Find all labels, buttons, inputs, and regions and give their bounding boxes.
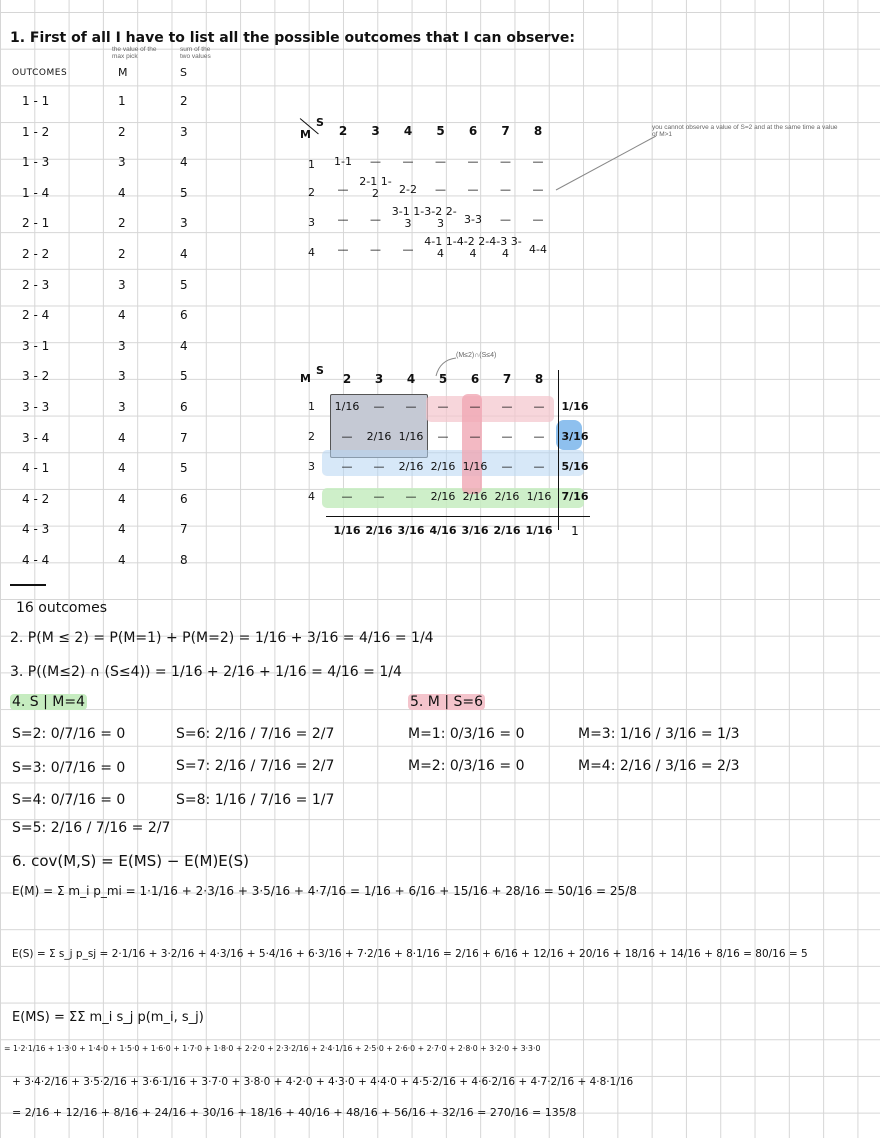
t2-cell: —	[341, 430, 353, 443]
outcome-row-label: 1 - 4	[22, 185, 50, 200]
outcome-row-m: 3	[118, 400, 126, 414]
outcomes-header: OUTCOMES	[12, 68, 68, 78]
outcome-row-s: 7	[180, 522, 188, 537]
t2-s-header: 2	[342, 372, 352, 386]
t2-cell: —	[533, 460, 545, 473]
q4-line-4: S=6: 2/16 / 7/16 = 2/7	[176, 726, 335, 742]
t1-cell: —	[435, 155, 446, 168]
note-m: the value of the max pick	[112, 46, 157, 61]
t2-m-header: 1	[308, 400, 315, 413]
note-s: sum of the two values	[180, 46, 211, 61]
outcome-row-s: 4	[180, 338, 188, 353]
outcome-row-m: 4	[118, 430, 126, 445]
t2-cell: —	[469, 430, 481, 443]
outcome-row-m: 4	[118, 491, 126, 506]
t1-cell: 3-1 1-3	[391, 205, 425, 231]
t1-cell: —	[467, 183, 479, 196]
q5-line-1: M=2: 0/3/16 = 0	[408, 758, 525, 774]
t2-cell: 1/16	[398, 430, 424, 443]
outcome-row-s: 5	[180, 369, 188, 384]
t2-cell: 1/16	[334, 400, 360, 413]
q4-title-text: 4. S | M=4	[12, 694, 86, 710]
t2-m-header: 2	[308, 430, 315, 443]
q5-line-2: M=3: 1/16 / 3/16 = 1/3	[578, 726, 740, 742]
outcome-row-s: 5	[180, 277, 188, 292]
q5-line-0: M=1: 0/3/16 = 0	[408, 726, 525, 742]
t2-cell: —	[501, 400, 513, 413]
t2-vline	[558, 370, 559, 530]
outcome-row-m: 2	[118, 124, 126, 139]
t2-s-header: 7	[502, 372, 512, 386]
q6-es: E(S) = Σ s_j p_sj = 2·1/16 + 3·2/16 + 4·3/16 + 5·4/16 + 6·3/16 + 7·2/16 + 8·1/16 = 2/16 + 6/16 + 12/16 + 20/16 + 18/16 + 14/16 + 8/16 = 80/16 = 5	[12, 948, 808, 960]
q4-title	[10, 694, 87, 710]
t1-cell: —	[370, 243, 381, 256]
t2-cell: —	[469, 400, 481, 413]
outcome-row-m: 4	[118, 185, 126, 200]
t1-cell: —	[500, 155, 511, 168]
q5-title-text: 5. M | S=6	[410, 694, 484, 710]
q5-line-3: M=4: 2/16 / 3/16 = 2/3	[578, 758, 740, 774]
q6-ems-title: E(MS) = ΣΣ m_i s_j p(m_i, s_j)	[12, 1010, 204, 1025]
outcome-row-label: 2 - 3	[22, 277, 50, 292]
t1-cell: 4-4	[529, 243, 547, 256]
t2-col-total: 1/16	[333, 524, 361, 537]
t2-cell: —	[501, 460, 513, 473]
q3-text: 3. P((M≤2) ∩ (S≤4)) = 1/16 + 2/16 + 1/16 = 4/16 = 1/4	[10, 664, 402, 680]
outcome-row-s: 8	[180, 553, 188, 567]
t1-cell: —	[402, 155, 414, 168]
outcome-row-s: 4	[180, 155, 188, 170]
side-note: you cannot observe a value of S=2 and at the same time a value of M>1	[652, 124, 838, 139]
t2-cell: 2/16	[430, 460, 456, 473]
t1-cell: —	[402, 243, 414, 256]
t2-cell: —	[405, 400, 417, 413]
outcome-row-label: 3 - 4	[22, 430, 50, 445]
t2-s-header: 5	[438, 372, 448, 386]
col-s-header: S	[180, 66, 187, 79]
t2-col-total: 2/16	[493, 524, 521, 537]
outcome-row-label: 1 - 3	[22, 155, 50, 170]
q5-title	[408, 694, 485, 710]
outcome-row-s: 2	[180, 94, 188, 108]
t2-cell: —	[341, 490, 353, 503]
t2-s-header: 4	[406, 372, 416, 386]
t1-cell: 2-1 1-2	[359, 175, 392, 201]
outcome-row-m: 3	[118, 277, 126, 292]
t2-grand-total: 1	[571, 524, 579, 538]
outcome-row-label: 3 - 2	[22, 369, 50, 384]
q6-ems-line3: = 2/16 + 12/16 + 8/16 + 24/16 + 30/16 + 18/16 + 40/16 + 48/16 + 56/16 + 32/16 = 270/16 = 135/8	[12, 1106, 577, 1119]
t2-cell: 1/16	[526, 490, 552, 503]
t2-row-total: 7/16	[561, 490, 589, 503]
t1-cell: —	[370, 155, 381, 168]
q3-line	[10, 664, 402, 680]
t2-cell: 2/16	[462, 490, 488, 503]
t1-cell: —	[532, 183, 544, 196]
q6-ems-line2: + 3·4·2/16 + 3·5·2/16 + 3·6·1/16 + 3·7·0 + 3·8·0 + 4·2·0 + 4·3·0 + 4·4·0 + 4·5·2/16 + 4·6·2/16 + 4·7·2/16 + 4·8·1/16	[12, 1076, 634, 1088]
t1-cell: —	[370, 213, 381, 226]
outcome-row-label: 4 - 2	[22, 491, 50, 506]
t2-hline	[326, 516, 590, 517]
t1-cell: —	[337, 183, 349, 196]
outcome-row-m: 2	[118, 216, 126, 231]
outcome-row-label: 1 - 1	[22, 94, 50, 108]
t2-cell: —	[373, 400, 385, 413]
side-note-arrow	[550, 128, 660, 194]
outcome-row-label: 3 - 1	[22, 338, 50, 353]
t1-s-header: 4	[403, 124, 413, 138]
t1-corner-m: M	[300, 128, 311, 141]
outcome-row-s: 5	[180, 185, 188, 200]
t2-s-header: 6	[470, 372, 480, 386]
outcome-row-s: 4	[180, 247, 188, 261]
outcome-row-s: 7	[180, 430, 188, 445]
t2-col-total: 3/16	[461, 524, 489, 537]
t2-cell: —	[373, 460, 385, 473]
outcome-row-m: 3	[118, 155, 126, 170]
outcome-row-m: 3	[118, 369, 126, 384]
t2-col-total: 3/16	[397, 524, 425, 537]
t1-cell: —	[500, 183, 511, 196]
outcome-row-label: 2 - 1	[22, 216, 50, 231]
q2-line	[10, 630, 434, 646]
q4-line-5: S=7: 2/16 / 7/16 = 2/7	[176, 758, 335, 774]
t1-s-header: 2	[338, 124, 348, 138]
t2-col-total: 2/16	[365, 524, 393, 537]
outcome-row-label: 3 - 3	[22, 400, 50, 414]
t1-cell: —	[337, 243, 349, 256]
t2-row-total: 1/16	[561, 400, 589, 413]
q4-line-2: S=4: 0/7/16 = 0	[12, 792, 126, 808]
outcome-row-label: 2 - 4	[22, 308, 50, 323]
t2-row-total: 5/16	[561, 460, 589, 473]
outcome-row-s: 6	[180, 400, 188, 414]
table2-annotation: (M≤2)∩(S≤4)	[456, 352, 497, 359]
t2-cell: —	[405, 490, 417, 503]
outcome-row-m: 1	[118, 94, 126, 108]
t1-s-header: 6	[468, 124, 478, 138]
t2-cell: 1/16	[462, 460, 488, 473]
t2-m-header: 3	[308, 460, 315, 473]
t1-cell: 2-2	[399, 183, 417, 196]
t1-m-header: 2	[308, 186, 315, 199]
t1-cell: 3-2 2-3	[424, 205, 457, 231]
outcome-row-m: 4	[118, 308, 126, 323]
t1-cell: —	[532, 155, 544, 168]
t2-cell: 2/16	[494, 490, 520, 503]
t2-s-header: 8	[534, 372, 544, 386]
t1-cell: —	[532, 213, 544, 226]
outcomes-count: 16 outcomes	[16, 600, 107, 616]
outcome-row-label: 4 - 1	[22, 461, 50, 476]
outcome-row-s: 6	[180, 308, 188, 323]
t2-cell: —	[341, 460, 353, 473]
t1-m-header: 4	[308, 246, 315, 259]
q4-line-0: S=2: 0/7/16 = 0	[12, 726, 126, 742]
outcome-row-label: 4 - 3	[22, 522, 50, 537]
outcomes-underline	[10, 584, 46, 586]
t1-cell: —	[435, 183, 446, 196]
q4-line-1: S=3: 0/7/16 = 0	[12, 760, 126, 776]
outcome-row-label: 1 - 2	[22, 124, 50, 139]
outcome-row-m: 4	[118, 461, 126, 476]
t1-corner-s: S	[316, 116, 324, 129]
outcome-row-m: 4	[118, 553, 126, 567]
t1-s-header: 8	[533, 124, 543, 138]
t2-cell: —	[533, 400, 545, 413]
col-m-header: M	[118, 66, 128, 79]
outcome-row-s: 3	[180, 216, 188, 231]
t1-cell: —	[500, 213, 511, 226]
t2-cell: 2/16	[366, 430, 392, 443]
t1-cell: —	[467, 155, 479, 168]
q6-title: 6. cov(M,S) = E(MS) − E(M)E(S)	[12, 852, 249, 870]
t1-cell: 1-1	[334, 155, 352, 168]
t1-cell: 4-3 3-4	[489, 235, 522, 261]
t2-cell: —	[501, 430, 513, 443]
t1-s-header: 5	[436, 124, 445, 138]
q4-line-3: S=5: 2/16 / 7/16 = 2/7	[12, 820, 171, 836]
outcome-row-s: 3	[180, 124, 188, 139]
t2-cell: 2/16	[430, 490, 456, 503]
t2-corner-s: S	[316, 364, 324, 377]
outcome-row-s: 6	[180, 491, 188, 506]
q6-em: E(M) = Σ m_i p_mi = 1·1/16 + 2·3/16 + 3·5/16 + 4·7/16 = 1/16 + 6/16 + 15/16 + 28/16 = 50/16 = 25/8	[12, 884, 637, 898]
t1-m-header: 1	[308, 158, 315, 171]
outcome-row-m: 2	[118, 247, 126, 261]
t2-cell: —	[437, 430, 449, 443]
outcome-row-m: 4	[118, 522, 126, 537]
t2-col-total: 1/16	[525, 524, 553, 537]
t2-m-header: 4	[308, 490, 315, 503]
t2-cell: —	[533, 430, 545, 443]
outcome-row-s: 5	[180, 461, 188, 476]
t1-cell: 4-2 2-4	[456, 235, 490, 261]
t2-corner-m: M	[300, 372, 311, 385]
t1-s-header: 3	[371, 124, 380, 138]
q6-ems-line1: = 1·2·1/16 + 1·3·0 + 1·4·0 + 1·5·0 + 1·6·0 + 1·7·0 + 1·8·0 + 2·2·0 + 2·3·2/16 + 2·4·1/16 + 2·5·0 + 2·6·0 + 2·7·0 + 2·8·0 + 3·2·0 + 3·3·0	[4, 1044, 541, 1053]
t1-m-header: 3	[308, 216, 315, 229]
q4-line-6: S=8: 1/16 / 7/16 = 1/7	[176, 792, 335, 808]
t2-cell: —	[437, 400, 449, 413]
q2-text: 2. P(M ≤ 2) = P(M=1) + P(M=2) = 1/16 + 3/16 = 4/16 = 1/4	[10, 630, 434, 646]
outcome-row-label: 4 - 4	[22, 553, 50, 567]
heading-1: 1. First of all I have to list all the possible outcomes that I can observe:	[10, 30, 575, 46]
t2-s-header: 3	[374, 372, 384, 386]
t2-cell: —	[373, 490, 385, 503]
t1-s-header: 7	[501, 124, 510, 138]
t1-cell: 4-1 1-4	[424, 235, 457, 261]
t1-cell: —	[337, 213, 349, 226]
t2-col-total: 4/16	[429, 524, 457, 537]
outcome-row-label: 2 - 2	[22, 247, 50, 261]
t1-cell: 3-3	[464, 213, 482, 226]
t2-row-total: 3/16	[561, 430, 589, 443]
outcome-row-m: 3	[118, 338, 126, 353]
t2-cell: 2/16	[398, 460, 424, 473]
